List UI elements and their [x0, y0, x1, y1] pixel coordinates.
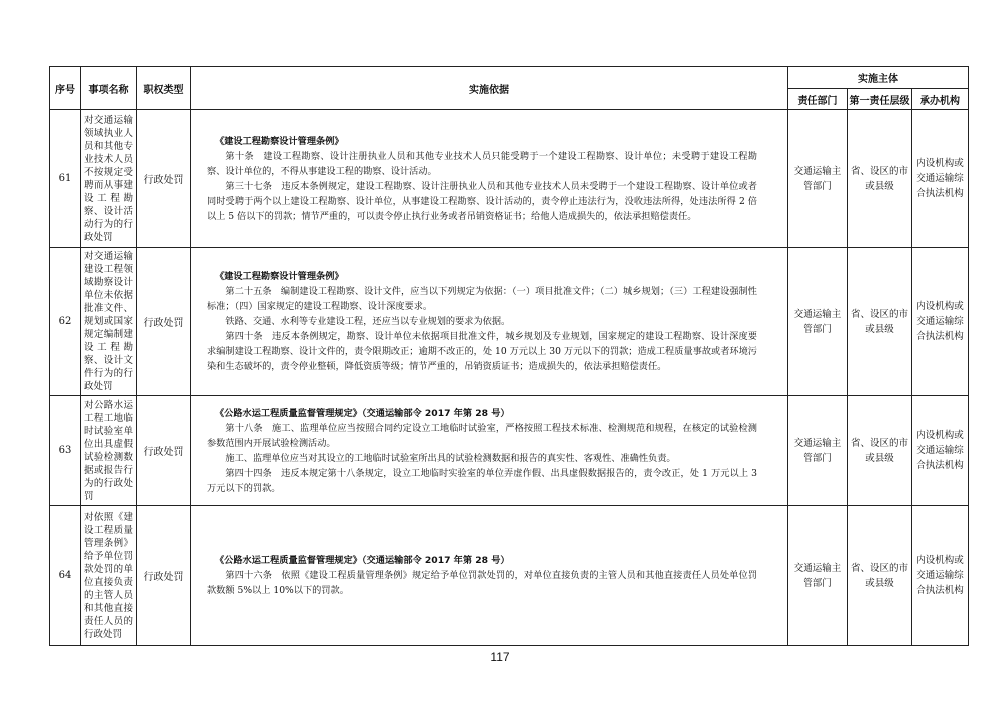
- enforcement-items-table: [49, 66, 969, 646]
- header-responsible-dept: 责任部门: [788, 89, 848, 110]
- row-legal-basis: [191, 506, 788, 646]
- row-authority-type: 行政处罚: [137, 248, 191, 396]
- law-title: 《建设工程勘察设计管理条例》: [215, 135, 344, 147]
- row-first-level: 省、设区的市或县级: [848, 506, 912, 646]
- header-first-level: 第一责任层级: [848, 89, 912, 110]
- row-handling-agency: 内设机构或交通运输综合执法机构: [912, 248, 969, 396]
- law-title: 《公路水运工程质量监督管理规定》（交通运输部令 2017 年第 28 号）: [215, 555, 510, 566]
- row-first-level: 省、设区的市或县级: [848, 248, 912, 396]
- law-clause: 第四十六条 依照《建设工程质量管理条例》规定给予单位罚款处罚的，对单位直接负责的主管人员和其他直接责任人员处单位罚款数额 5%以上 10%以下的罚款。: [207, 570, 757, 596]
- row-handling-agency: 内设机构或交通运输综合执法机构: [912, 396, 969, 506]
- header-implementing-subject: 实施主体: [788, 67, 969, 89]
- law-clause: 第二十五条 编制建设工程勘察、设计文件，应当以下列规定为依据：（一）项目批准文件；（二）城乡规划；（三）工程建设强制性标准；（四）国家规定的建设工程勘察、设计深度要求。: [207, 286, 757, 312]
- row-legal-basis: [191, 110, 788, 248]
- row-authority-type: 行政处罚: [137, 396, 191, 506]
- row-handling-agency: 内设机构或交通运输综合执法机构: [912, 506, 969, 646]
- row-index: 62: [50, 248, 81, 396]
- law-title: 《建设工程勘察设计管理条例》: [215, 271, 344, 282]
- header-legal-basis: 实施依据: [191, 67, 788, 110]
- law-clause: 第四十条 违反本条例规定，勘察、设计单位未依据项目批准文件，城乡规划及专业规划，国家规定的建设工程勘察、设计深度要求编制建设工程勘察、设计文件的，责令限期改正；逾期不改正的，处 10 万元以上 30 万元以下的罚款；造成工程质量事故或者环境污染和生态破坏的，责令停业整顿，降低资质等级；情节严重的，吊销资质证书；造成损失的，依法承担赔偿责任。: [207, 331, 757, 372]
- table-row: [50, 248, 969, 396]
- row-item-name: 对公路水运工程工地临时试验室单位出具虚假试验检测数据或报告行为的行政处罚: [81, 396, 137, 506]
- header-authority-type: 职权类型: [137, 67, 191, 110]
- row-index: 61: [50, 110, 81, 248]
- row-responsible-dept: 交通运输主管部门: [788, 110, 848, 248]
- row-item-name: 对交通运输领域执业人员和其他专业技术人员不按规定受聘而从事建设工程勘察、设计活动行为的行政处罚: [81, 110, 137, 248]
- table-row: [50, 396, 969, 506]
- header-handling-agency: 承办机构: [912, 89, 969, 110]
- table-row: [50, 110, 969, 248]
- row-item-name: 对依照《建设工程质量管理条例》给予单位罚款处罚的单位直接负责的主管人员和其他直接责任人员的行政处罚: [81, 506, 137, 646]
- row-legal-basis: [191, 396, 788, 506]
- law-clause: 第十八条 施工、监理单位应当按照合同约定设立工地临时试验室，严格按照工程技术标准、检测规范和规程，在核定的试验检测参数范围内开展试验检测活动。: [207, 422, 757, 449]
- row-responsible-dept: 交通运输主管部门: [788, 248, 848, 396]
- row-responsible-dept: 交通运输主管部门: [788, 506, 848, 646]
- row-responsible-dept: 交通运输主管部门: [788, 396, 848, 506]
- row-authority-type: 行政处罚: [137, 506, 191, 646]
- law-clause: 施工、监理单位应当对其设立的工地临时试验室所出具的试验检测数据和报告的真实性、客观性、准确性负责。: [225, 452, 676, 464]
- law-clause: 铁路、交通、水利等专业建设工程，还应当以专业规划的要求为依据。: [225, 316, 511, 327]
- header-index: 序号: [50, 67, 81, 110]
- row-first-level: 省、设区的市或县级: [848, 396, 912, 506]
- table-row: [50, 506, 969, 646]
- row-legal-basis: [191, 248, 788, 396]
- row-item-name: 对交通运输建设工程领域勘察设计单位未依据批准文件、规划或国家规定编制建设工程勘察、设计文件行为的行政处罚: [81, 248, 137, 396]
- law-clause: 第十条 建设工程勘察、设计注册执业人员和其他专业技术人员只能受聘于一个建设工程勘察、设计单位；未受聘于建设工程勘察、设计单位的，不得从事建设工程的勘察、设计活动。: [207, 150, 757, 177]
- row-first-level: 省、设区的市或县级: [848, 110, 912, 248]
- header-item-name: 事项名称: [81, 67, 137, 110]
- law-clause: 第三十七条 违反本条例规定，建设工程勘察、设计注册执业人员和其他专业技术人员未受聘于一个建设工程勘察、设计单位或者同时受聘于两个以上建设工程勘察、设计单位，从事建设工程勘察、设计活动的，责令停止违法行为，没收违法所得，处违法所得 2 倍以上 5 倍以下的罚款；情节严重的，可以责令停止执行业务或者吊销资格证书；给他人造成损失的，依法承担赔偿责任。: [207, 180, 757, 222]
- row-authority-type: 行政处罚: [137, 110, 191, 248]
- page-number: 117: [490, 650, 510, 664]
- law-title: 《公路水运工程质量监督管理规定》（交通运输部令 2017 年第 28 号）: [215, 407, 510, 419]
- law-clause: 第四十四条 违反本规定第十八条规定，设立工地临时实验室的单位弄虚作假、出具虚假数据报告的，责令改正，处 1 万元以上 3 万元以下的罚款。: [207, 467, 757, 494]
- row-index: 63: [50, 396, 81, 506]
- row-handling-agency: 内设机构或交通运输综合执法机构: [912, 110, 969, 248]
- row-index: 64: [50, 506, 81, 646]
